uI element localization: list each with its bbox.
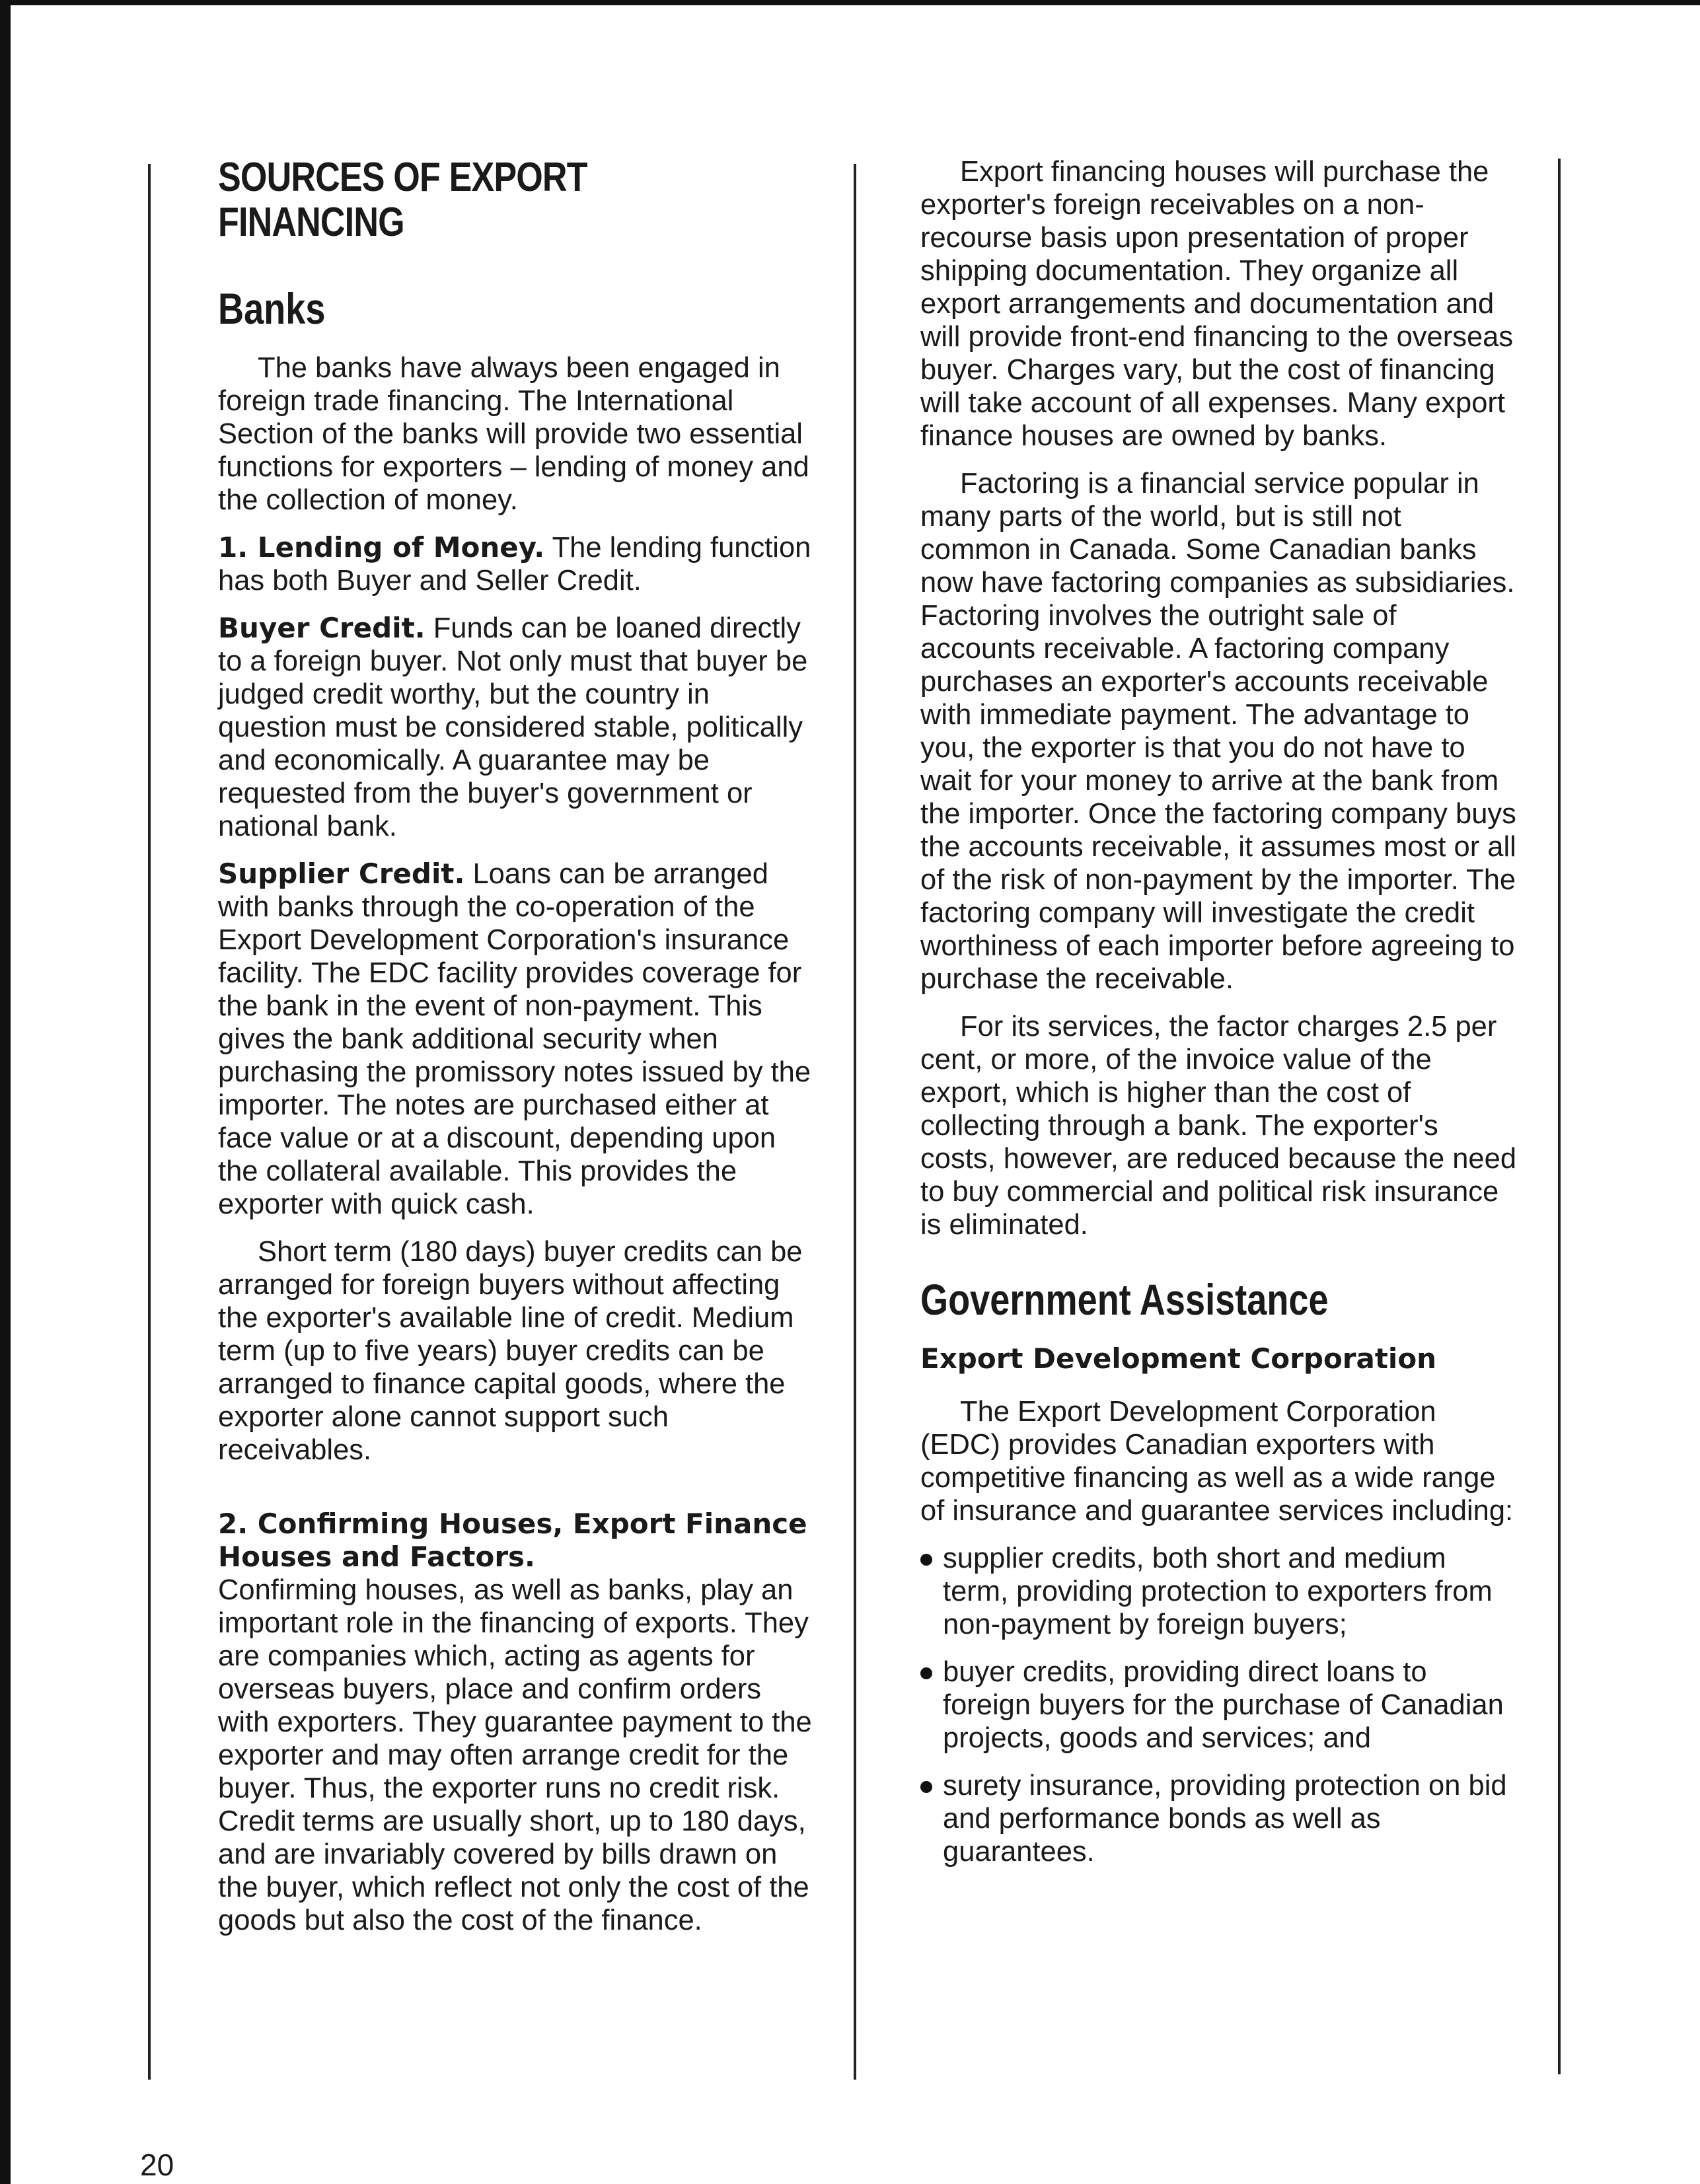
lending-lead: 1. Lending of Money.: [218, 530, 545, 564]
supplier-credit-paragraph: [218, 857, 813, 1221]
factoring-paragraph: Factoring is a financial service popular in many parts of the world, but is still not common in Canada. Some Canadian banks now have factoring companies as subsidiaries. Factoring involves the outright sale of accounts receivable. A factoring company purchases an exporter's accounts receivable with immediate payment. The advantage to you, the exporter is that you do not have to wait for your money to arrive at the bank from the importer. Once the factoring company buys the accounts receivable, it assumes most or all of the risk of non-payment by the importer. The factoring company will investigate the credit worthiness of each importer before agreeing to purchase the receivable.: [920, 468, 1516, 995]
government-assistance-heading: Government Assistance: [920, 1275, 1329, 1324]
right-column: [920, 155, 1516, 1883]
scan-left-edge: [0, 0, 11, 2184]
banks-heading: Banks: [218, 284, 326, 334]
supplier-credit-text: Loans can be arranged with banks through the co-operation of the Export Development Corporation's insurance facility. The EDC facility provides coverage for the bank in the event of non-payment. This gives the bank additional security when purchasing the promissory notes issued by the importer. The notes are purchased either at face value or at a discount, depending upon the collateral available. This provides the exporter with quick cash.: [218, 857, 811, 1220]
short-term-paragraph: Short term (180 days) buyer credits can be arranged for foreign buyers without affecting the exporter's available line of credit. Medium term (up to five years) buyer credits can be arranged to finance capital goods, where the exporter alone cannot support such receivables.: [218, 1235, 803, 1466]
list-item: buyer credits, providing direct loans to foreign buyers for the purchase of Canadian projects, goods and services; and: [920, 1656, 1516, 1755]
edc-services-list: [920, 1542, 1516, 1868]
buyer-credit-text: Funds can be loaned directly to a foreign buyer. Not only must that buyer be judged credit worthy, but the country in question must be considered stable, politically and economically. A guarantee may be requested from the buyer's government or national bank.: [218, 612, 808, 842]
confirming-houses-text: Confirming houses, as well as banks, play an important role in the financing of exports. They are companies which, acting as agents for overseas buyers, place and confirm orders with exporters. They guarantee payment to the exporter and may often arrange credit for the buyer. Thus, the exporter runs no credit risk. Credit terms are usually short, up to 180 days, and are invariably covered by bills drawn on the buyer, which reflect not only the cost of the goods but also the cost of the finance.: [218, 1574, 812, 1936]
supplier-credit-lead: Supplier Credit.: [218, 857, 465, 890]
scan-top-edge: [0, 0, 1700, 5]
buyer-credit-lead: Buyer Credit.: [218, 611, 425, 644]
banks-intro: The banks have always been engaged in foreign trade financing. The International Section of the banks will provide two essential functions for exporters – lending of money and the collection of money.: [218, 351, 809, 516]
lending-text: The lending function has both Buyer and Seller Credit.: [218, 531, 811, 597]
left-margin-rule: [148, 164, 151, 2080]
right-margin-rule: [1558, 159, 1561, 2074]
left-column: [218, 155, 813, 1951]
edc-heading: Export Development Corporation: [920, 1342, 1437, 1375]
lending-paragraph: [218, 531, 813, 597]
buyer-credit-paragraph: [218, 612, 813, 843]
factor-charges-paragraph: For its services, the factor charges 2.5 per cent, or more, of the invoice value of the export, which is higher than the cost of collecting through a bank. The exporter's costs, however, are reduced because the need to buy commercial and political risk insurance is eliminated.: [920, 1011, 1517, 1241]
list-item: supplier credits, both short and medium term, providing protection to exporters from non-payment by foreign buyers;: [920, 1542, 1516, 1641]
edc-intro: The Export Development Corporation (EDC) provides Canadian exporters with competitive financing as well as a wide range of insurance and guarantee services including:: [920, 1395, 1514, 1527]
list-item: surety insurance, providing protection on bid and performance bonds as well as guarantees.: [920, 1769, 1516, 1868]
confirming-houses-lead: 2. Confirming Houses, Export Finance Houses and Factors.: [218, 1507, 807, 1573]
page-title: SOURCES OF EXPORT FINANCING: [218, 155, 587, 246]
center-column-rule: [854, 164, 856, 2080]
export-finance-houses-paragraph: Export financing houses will purchase the exporter's foreign receivables on a non-recourse basis upon presentation of proper shipping documentation. They organize all export arrangements and documentation and will provide front-end financing to the overseas buyer. Charges vary, but the cost of financing will take account of all expenses. Many export finance houses are owned by banks.: [920, 156, 1514, 452]
page-number: 20: [140, 2148, 174, 2182]
